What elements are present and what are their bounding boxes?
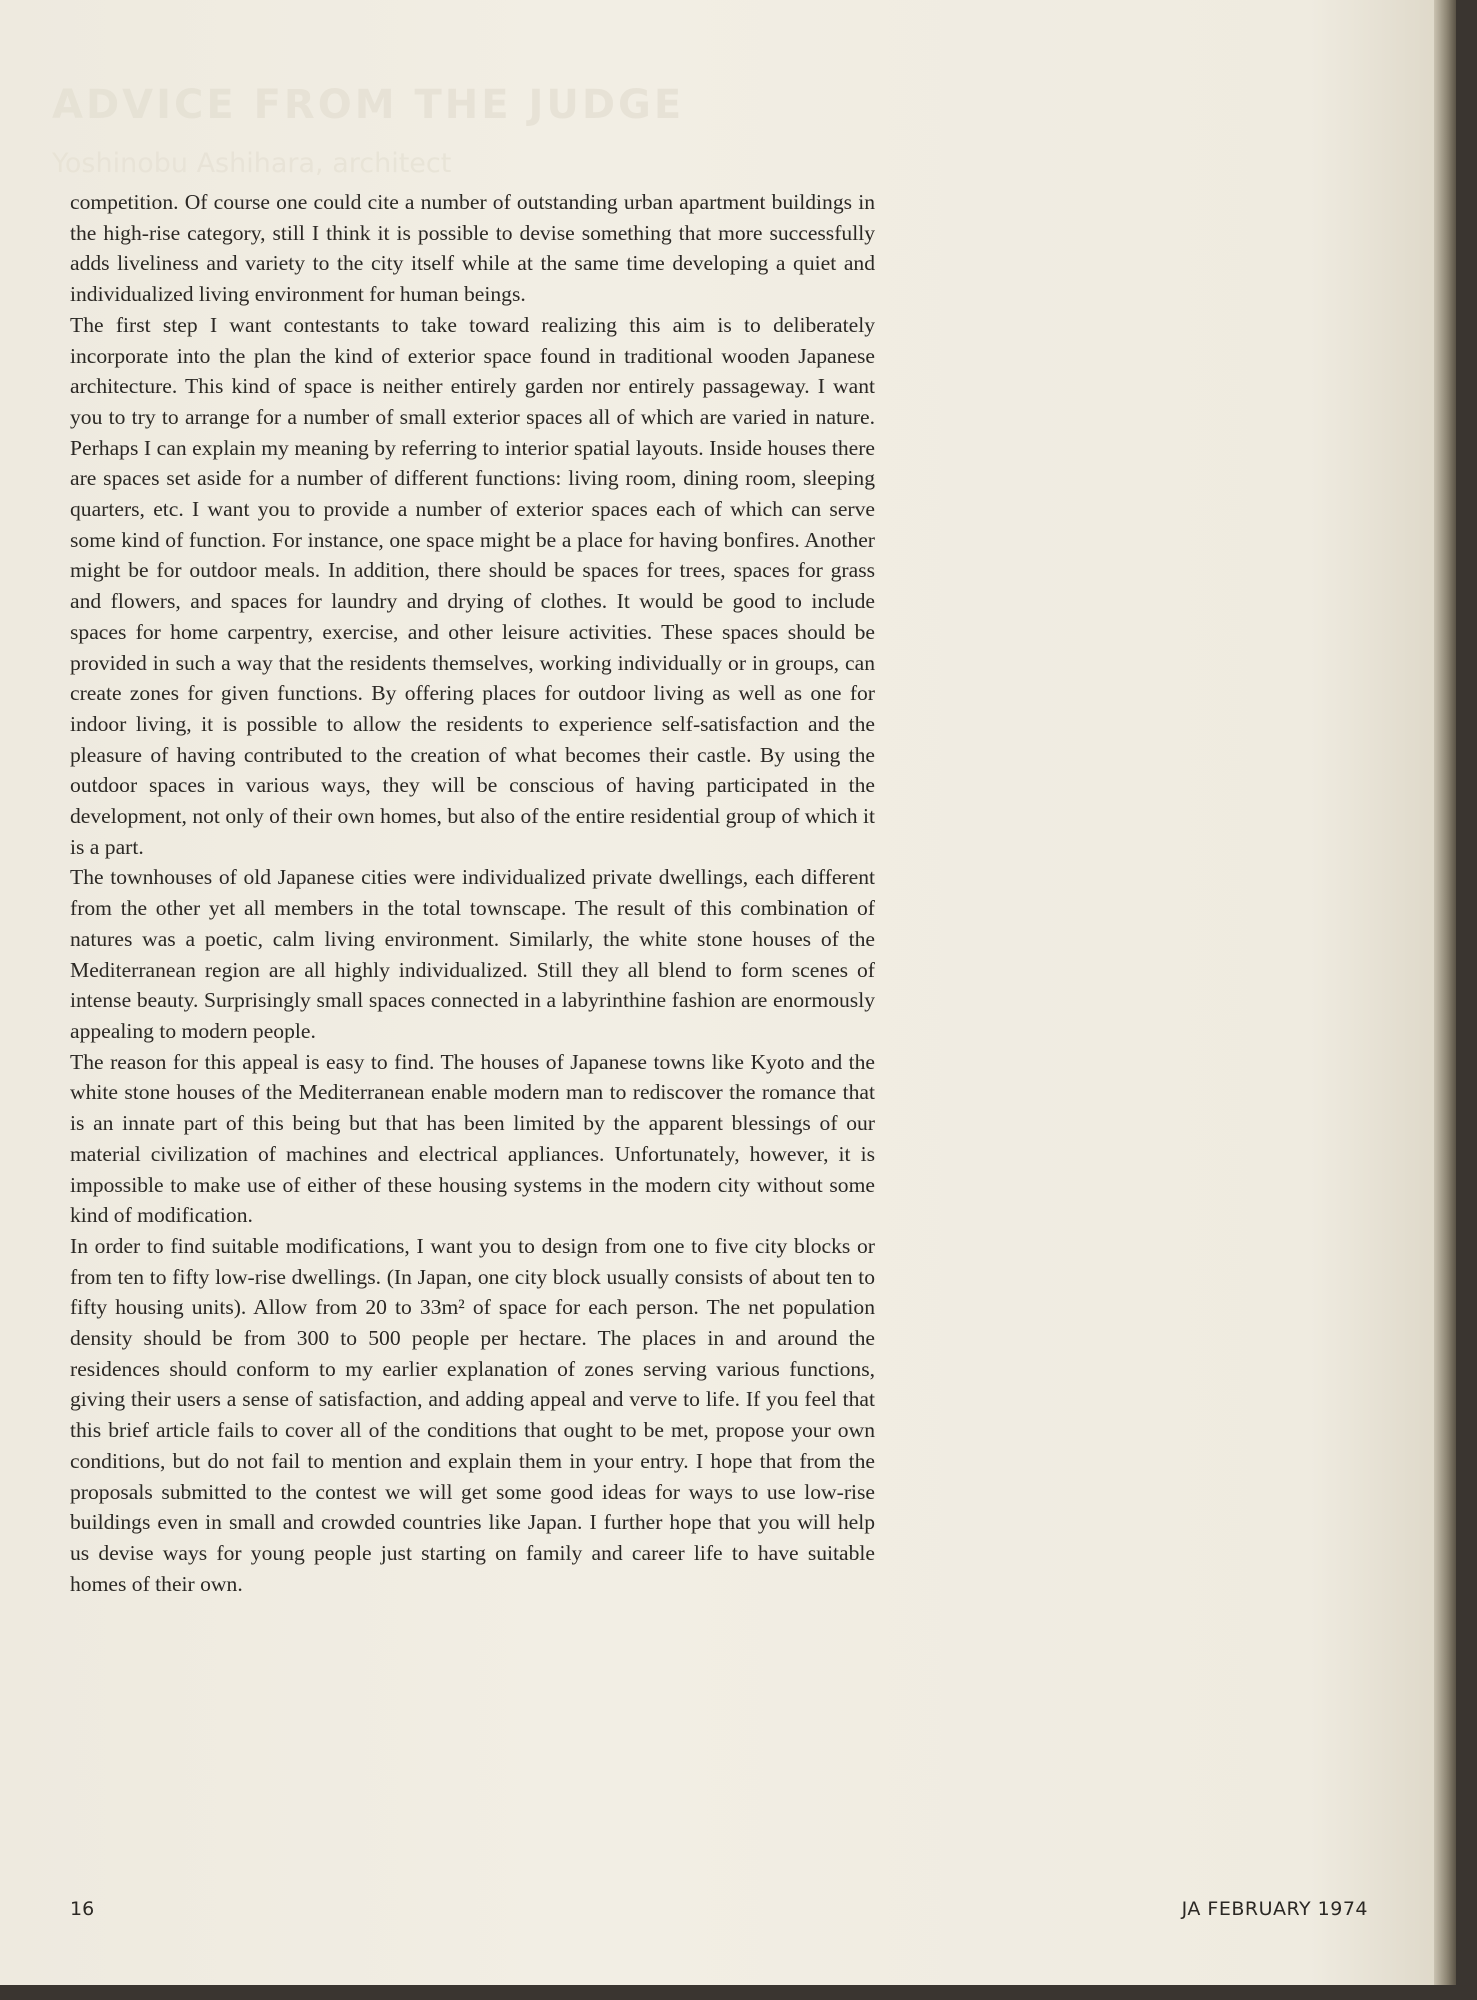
paragraph-4: The reason for this appeal is easy to find. The houses of Japanese towns like Kyoto and the white stone houses of the Mediterranean enable modern man to rediscover the romance that is an innate part of this being but that has been limited by the apparent blessings of our material civilization of machines and electrical appliances. Unfortunately, however, it is impossible to make use of either of these housing systems in the modern city without some kind of modification. xyxy=(70,1049,875,1228)
paragraph-5: In order to find suitable modifications, I want you to design from one to five city blocks or from ten to fifty low-rise dwellings. (In Japan, one city block usually consists of about ten to fifty housing units). Allow from 20 to 33m² of space for each person. The net population density should be from 300 to 500 people per hectare. The places in and around the residences should conform to my earlier explanation of zones serving various functions, giving their users a sense of satisfaction, and adding appeal and verve to life. If you feel that this brief article fails to cover all of the conditions that ought to be met, propose your own conditions, but do not fail to mention and explain them in your entry. I hope that from the proposals submitted to the contest we will get some good ideas for ways to use low-rise buildings even in small and crowded countries like Japan. I further hope that you will help us devise ways for young people just starting on family and career life to have suitable homes of their own. xyxy=(70,1233,875,1596)
paragraph-1: competition. Of course one could cite a number of outstanding urban apartment buildings in the high-rise category, still I think it is possible to devise something that more successfully adds liveliness and variety to the city itself while at the same time developing a quiet and individualized living environment for human beings. xyxy=(70,190,875,307)
page-number: 16 xyxy=(70,1898,95,1920)
show-through-author: Yoshinobu Ashihara, architect xyxy=(52,148,452,179)
paragraph-3: The townhouses of old Japanese cities were individualized private dwellings, each different from the other yet all members in the total townscape. The result of this combination of natures was a poetic, calm living environment. Similarly, the white stone houses of the Mediterranean region are all highly individualized. Still they all blend to form scenes of intense beauty. Surprisingly small spaces connected in a labyrinthine fashion are enormously appealing to modern people. xyxy=(70,865,875,1043)
article-body xyxy=(70,187,875,1599)
show-through-header: ADVICE FROM THE JUDGE xyxy=(52,82,685,128)
paragraph-2: The first step I want contestants to take toward realizing this aim is to deliberately incorporate into the plan the kind of exterior space found in traditional wooden Japanese architecture. This kind of space is neither entirely garden nor entirely passageway. I want you to try to arrange for a number of small exterior spaces all of which are varied in nature. Perhaps I can explain my meaning by referring to interior spatial layouts. Inside houses there are spaces set aside for a number of different functions: living room, dining room, sleeping quarters, etc. I want you to provide a number of exterior spaces each of which can serve some kind of function. For instance, one space might be a place for having bonfires. Another might be for outdoor meals. In addition, there should be spaces for trees, spaces for grass and flowers, and spaces for laundry and drying of clothes. It would be good to include spaces for home carpentry, exercise, and other leisure activities. These spaces should be provided in such a way that the residents themselves, working individually or in groups, can create zones for given functions. By offering places for outdoor living as well as one for indoor living, it is possible to allow the residents to experience self-satisfaction and the pleasure of having contributed to the creation of what becomes their castle. By using the outdoor spaces in various ways, they will be conscious of having participated in the development, not only of their own homes, but also of the entire residential group of which it is a part. xyxy=(70,312,875,859)
issue-footer: JA FEBRUARY 1974 xyxy=(1181,1898,1368,1920)
binding-spine xyxy=(1434,0,1456,1985)
